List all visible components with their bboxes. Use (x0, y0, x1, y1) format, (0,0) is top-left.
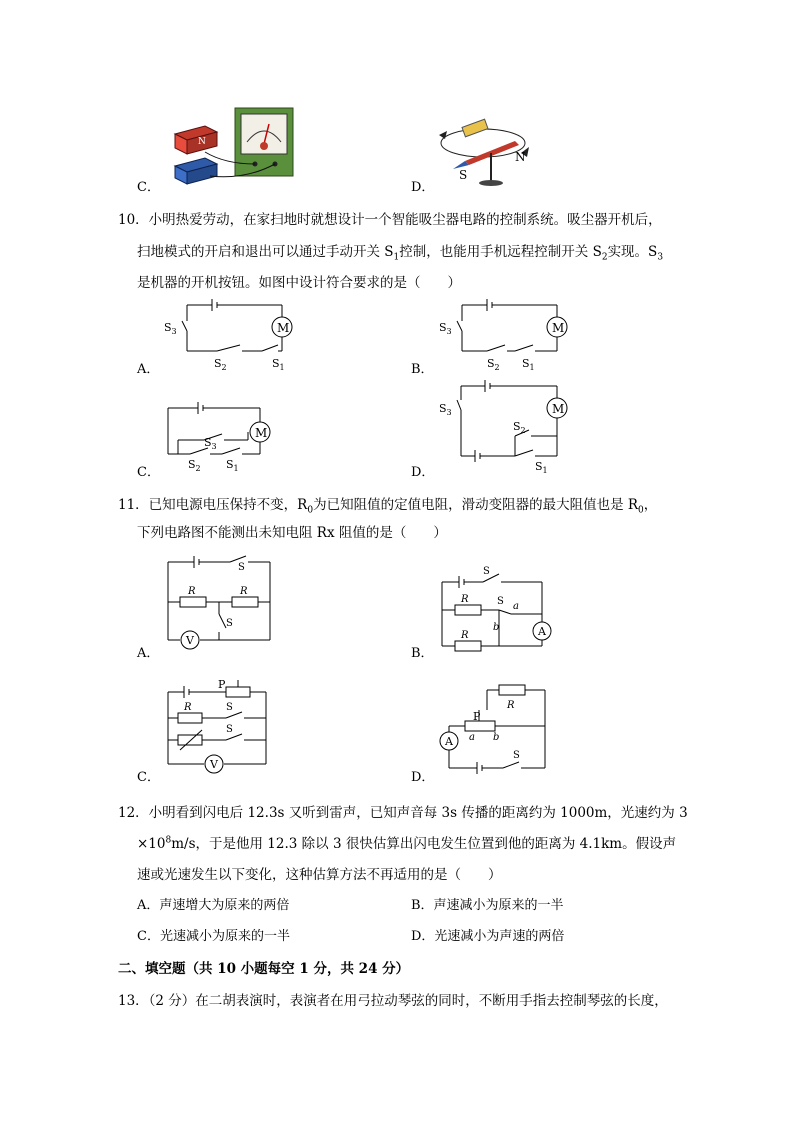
q11-line-2: 下列电路图不能测出未知电阻 Rx 阻值的是（ ） (137, 525, 447, 541)
q10-line-2: 扫地模式的开启和退出可以通过手动开关 $S_1$控制，也能用手机远程控制开关 $S_2$实现。$S_3$ (137, 244, 664, 263)
q12-line-3: 速或光速发生以下变化，这种估算方法不再适用的是（ ） (137, 867, 502, 883)
svg-text:R: R (461, 594, 469, 605)
svg-text:A: A (538, 625, 546, 638)
svg-text:S: S (226, 618, 233, 629)
q11-option-d-label: D． (411, 770, 435, 785)
svg-text:S3: $S_3$ (164, 321, 177, 336)
svg-text:V: V (210, 758, 218, 771)
q11-circuit-c (160, 678, 280, 782)
svg-text:S3: $S_3$ (439, 402, 452, 417)
section-2-title: 二、填空题（共 10 小题每空 1 分，共 24 分） (118, 961, 410, 977)
q10-option-b-label: B． (411, 362, 434, 377)
svg-text:M: M (277, 321, 290, 335)
q10-option-d-label: D． (411, 465, 435, 480)
q9-option-c-label: C． (137, 180, 160, 195)
q10-line-3: 是机器的开机按钮。如图中设计符合要求的是（ ） (137, 275, 461, 291)
svg-text:S3: $S_3$ (439, 321, 452, 336)
svg-text:S2: $S_2$ (214, 357, 227, 372)
svg-text:S2: $S_2$ (188, 458, 201, 473)
q11-option-b-label: B． (411, 646, 434, 661)
svg-text:S: S (497, 596, 504, 607)
q11-option-a-label: A． (137, 646, 160, 661)
svg-text:S: S (226, 702, 233, 713)
q9-figure-d (435, 107, 545, 193)
svg-text:b: b (493, 732, 500, 743)
svg-text:b: b (493, 622, 500, 633)
svg-text:M: M (552, 402, 565, 416)
q10-circuit-d (437, 378, 577, 478)
svg-text:S2: $S_2$ (487, 357, 500, 372)
svg-text:S2: $S_2$ (513, 420, 526, 435)
q10-option-c-label: C． (137, 465, 160, 480)
q10-option-a-label: A． (137, 362, 160, 377)
q12-option-d: D．光速减小为声速的两倍 (411, 929, 565, 944)
q11-line-1: 11．已知电源电压保持不变，$R_0$为已知阻值的定值电阻，滑动变阻器的最大阻值也是 $R_0$， (118, 497, 658, 516)
svg-text:S: S (483, 566, 490, 577)
svg-text:M: M (255, 426, 268, 440)
svg-text:R: R (188, 586, 196, 597)
q11-circuit-d (437, 678, 557, 782)
q9-option-d-label: D． (411, 180, 435, 195)
svg-text:S1: $S_1$ (272, 357, 285, 372)
svg-text:S1: $S_1$ (226, 458, 239, 473)
compass-s-label: S (459, 168, 468, 182)
svg-text:S3: $S_3$ (204, 436, 217, 451)
svg-text:S: S (513, 750, 520, 761)
q12-line-2: $\times 10^8m/s$，于是他用 12.3 除以 3 很快估算出闪电发生位置到他的距离为 4.1km。假设声 (137, 835, 677, 852)
svg-text:S: S (238, 562, 245, 573)
svg-text:P: P (218, 678, 226, 691)
q12-option-b: B．声速减小为原来的一半 (411, 898, 564, 913)
q13-line-1: 13．（2 分）在二胡表演时，表演者在用弓拉动琴弦的同时，不断用手指去控制琴弦的长度， (118, 993, 668, 1009)
q10-line-1: 10．小明热爱劳动，在家扫地时就想设计一个智能吸尘器电路的控制系统。吸尘器开机后， (118, 212, 662, 228)
svg-text:R: R (507, 700, 515, 711)
compass-n-label: N (515, 150, 526, 164)
svg-text:S1: $S_1$ (535, 460, 548, 474)
magnet-n-label: N (198, 137, 206, 147)
svg-text:a: a (469, 732, 475, 743)
svg-text:a: a (513, 601, 519, 612)
q11-option-c-label: C． (137, 770, 160, 785)
q12-option-c: C．光速减小为原来的一半 (137, 929, 290, 944)
q10-circuit-c (160, 400, 290, 482)
q9-figure-c (165, 104, 305, 194)
svg-text:V: V (186, 634, 194, 647)
svg-text:R: R (184, 702, 192, 713)
svg-text:R: R (240, 586, 248, 597)
q10-circuit-b (437, 295, 577, 377)
q10-circuit-a (162, 295, 302, 377)
svg-text:P: P (473, 710, 481, 723)
svg-text:S1: $S_1$ (522, 357, 535, 372)
svg-text:M: M (552, 321, 565, 335)
svg-text:R: R (461, 630, 469, 641)
q12-option-a: A．声速增大为原来的两倍 (137, 898, 290, 913)
svg-text:A: A (445, 735, 453, 748)
svg-text:S: S (226, 724, 233, 735)
q11-circuit-a (160, 552, 280, 656)
q12-line-1: 12．小明看到闪电后 12.3s 又听到雷声，已知声音每 3s 传播的距离约为 1000m，光速约为 3 (118, 805, 688, 821)
q11-circuit-b (437, 562, 557, 661)
